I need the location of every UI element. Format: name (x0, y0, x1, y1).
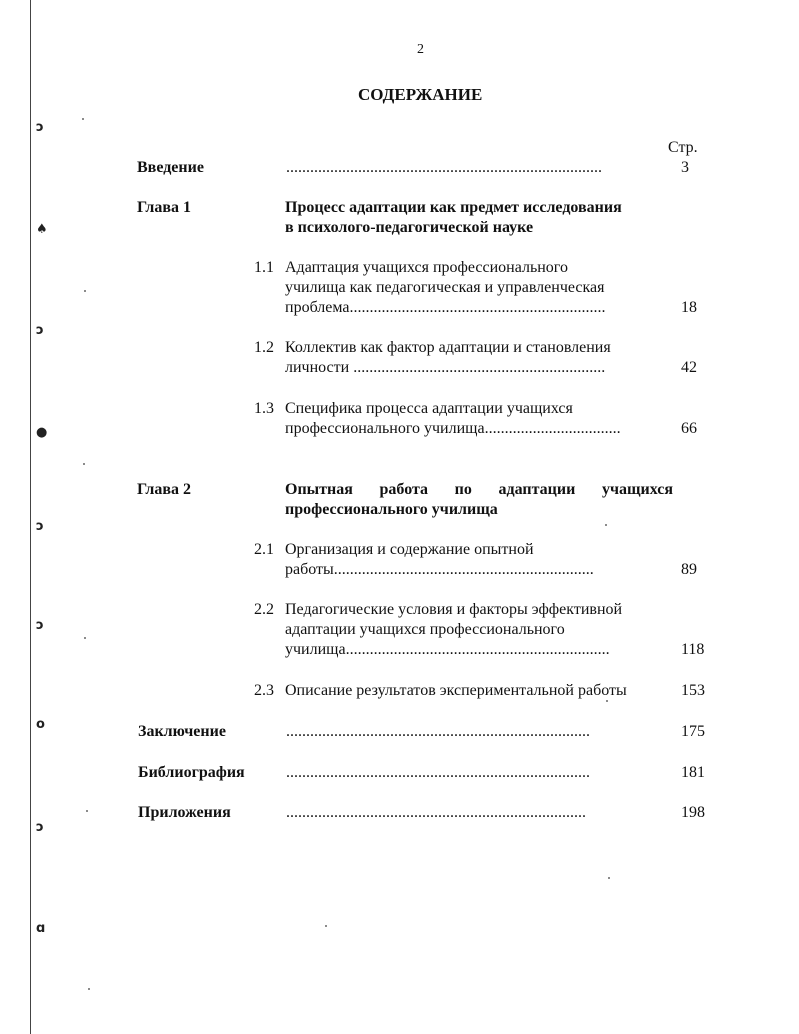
toc-chapter2-label: Глава 2 (137, 481, 191, 498)
toc-section-page: 42 (681, 359, 697, 376)
binding-hole-mark: ɔ (36, 323, 44, 338)
toc-section-page: 18 (681, 299, 697, 316)
toc-section-title-line: Организация и содержание опытной (285, 541, 534, 558)
binding-hole-mark: ♠ (36, 222, 48, 237)
binding-hole-mark: ● (36, 425, 48, 440)
toc-bibliography-dots: ............................................................................ (286, 764, 590, 781)
toc-section-title-line: Адаптация учащихся профессионального (285, 259, 568, 276)
toc-bibliography-label: Библиография (138, 764, 245, 781)
title-word: учащихся (601, 481, 673, 498)
toc-conclusion-page: 175 (681, 723, 705, 740)
scan-speck (605, 524, 607, 526)
toc-section-page: 118 (681, 641, 705, 658)
toc-section-title-line: Описание результатов экспериментальной работы (285, 682, 627, 699)
page-title: СОДЕРЖАНИЕ (358, 85, 483, 104)
binding-hole-mark: ɑ (36, 921, 46, 936)
binding-hole-mark: ɔ (36, 618, 44, 633)
toc-appendices-page: 198 (681, 804, 705, 821)
toc-section-title-line: училища.................................................................. (285, 641, 610, 658)
toc-section-number: 1.2 (254, 339, 274, 356)
title-word: адаптации (498, 481, 576, 498)
page-column-header: Стр. (668, 139, 698, 156)
scan-speck (88, 988, 90, 990)
toc-chapter2-title-line1 (285, 480, 673, 500)
toc-section-title-line: Коллектив как фактор адаптации и становления (285, 339, 611, 356)
binding-hole-mark: ɔ (36, 519, 44, 534)
toc-section-number: 1.3 (254, 400, 274, 417)
toc-section-title-line: работы................................................................. (285, 561, 594, 578)
toc-section-title-line: училища как педагогическая и управленческая (285, 279, 605, 296)
toc-section-number: 2.3 (254, 682, 274, 699)
toc-appendices-dots: ........................................................................... (286, 804, 586, 821)
toc-chapter1-title-line1: Процесс адаптации как предмет исследования (285, 199, 622, 216)
toc-section-number: 2.1 (254, 541, 274, 558)
scan-speck (325, 925, 327, 927)
toc-chapter1-label: Глава 1 (137, 199, 191, 216)
toc-bibliography-page: 181 (681, 764, 705, 781)
scan-speck (608, 877, 610, 879)
toc-section-title-line: профессионального училища.................................. (285, 420, 621, 437)
toc-section-number: 2.2 (254, 601, 274, 618)
toc-section-title-line: Специфика процесса адаптации учащихся (285, 400, 573, 417)
scan-speck (82, 118, 84, 120)
toc-section-title-line: адаптации учащихся профессионального (285, 621, 565, 638)
scan-speck (84, 637, 86, 639)
toc-section-title-line: личности ............................................................... (285, 359, 606, 376)
toc-conclusion-dots: ............................................................................ (286, 723, 590, 740)
toc-chapter1-title-line2: в психолого-педагогической науке (285, 219, 534, 236)
scan-speck (83, 463, 85, 465)
toc-section-title-line: проблема................................................................ (285, 299, 606, 316)
scan-speck (86, 810, 88, 812)
toc-intro-dots: ............................................................................... (286, 159, 602, 176)
scan-speck (84, 290, 86, 292)
binding-hole-mark: o (36, 717, 45, 732)
toc-section-number: 1.1 (254, 259, 274, 276)
page-number: 2 (417, 42, 424, 57)
toc-section-title-line: Педагогические условия и факторы эффективной (285, 601, 623, 618)
binding-hole-mark: ↄ (36, 120, 44, 135)
title-word: Опытная (285, 481, 353, 498)
title-word: по (454, 481, 472, 498)
toc-intro-label: Введение (137, 159, 204, 176)
toc-section-page: 89 (681, 561, 697, 578)
toc-intro-page: 3 (681, 159, 689, 176)
toc-chapter2-title-line2: профессионального училища (285, 501, 498, 518)
binding-hole-mark: ɔ (36, 820, 44, 835)
toc-conclusion-label: Заключение (138, 723, 226, 740)
scan-edge-line (30, 0, 31, 1034)
title-word: работа (379, 481, 429, 498)
toc-appendices-label: Приложения (138, 804, 231, 821)
toc-section-page: 66 (681, 420, 697, 437)
toc-section-page: 153 (681, 682, 705, 699)
